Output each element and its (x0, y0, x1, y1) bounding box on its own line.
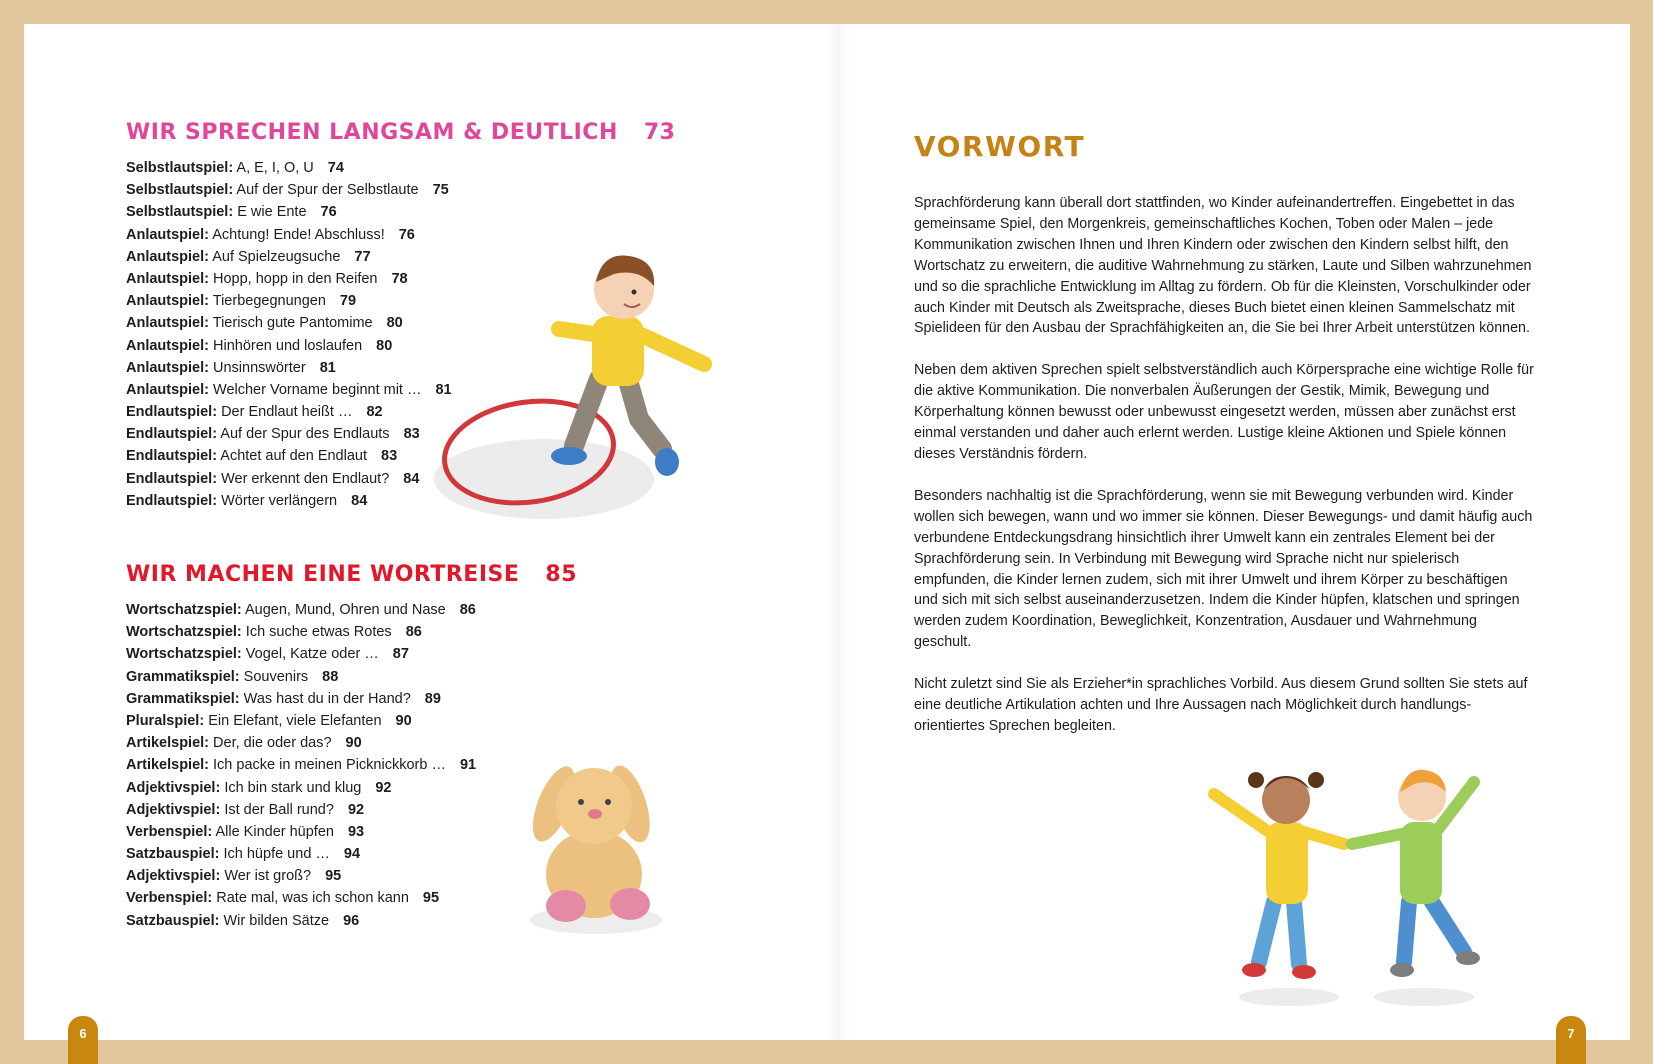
toc-entry-kind: Grammatikspiel: (126, 668, 240, 685)
toc-entry-title: Alle Kinder hüpfen (215, 823, 334, 840)
toc-entry-page: 77 (354, 248, 371, 265)
toc-entry-title: Auf der Spur der Selbstlaute (236, 182, 419, 199)
girl-pigtail-left (1248, 772, 1264, 788)
toc-entry-title: Wer ist groß? (224, 868, 312, 885)
toc-entry-kind: Endlautspiel: (126, 470, 218, 487)
toc-entry-title: Ich packe in meinen Picknickkorb … (213, 757, 446, 774)
toc-entry-title: Rate mal, was ich schon kann (216, 890, 409, 907)
bunny-foot-right (610, 888, 650, 920)
toc-entry-page: 90 (345, 735, 362, 752)
boy-leg-right (629, 384, 662, 449)
hoop-shadow (434, 439, 654, 519)
toc-entry (126, 799, 577, 821)
boy-eye (632, 290, 637, 295)
toc-entry-page: 86 (405, 624, 422, 641)
toc-entry-kind: Anlautspiel: (126, 293, 209, 310)
toc-entry (126, 887, 577, 909)
toc-entry-kind: Endlautspiel: (126, 448, 218, 465)
toc-entry-page: 86 (459, 602, 476, 618)
toc-entry (126, 777, 577, 799)
toc-entry-kind: Anlautspiel: (126, 226, 209, 243)
plush-bunny-illustration (514, 744, 674, 944)
foreword (914, 130, 1534, 758)
boy2-shirt (1400, 822, 1442, 904)
toc-entry-title: Wörter verlängern (221, 492, 338, 509)
bunny-eye-right (605, 799, 611, 805)
toc-entry-kind: Satzbauspiel: (126, 912, 220, 929)
toc-entry-title: Wir bilden Sätze (223, 912, 330, 929)
toc-entry-kind: Anlautspiel: (126, 359, 209, 376)
toc-entry-page: 76 (398, 226, 415, 243)
toc-entry-title: Welcher Vorname beginnt mit … (213, 381, 422, 398)
toc-entry-kind: Adjektivspiel: (126, 868, 221, 885)
toc-entry-title: Tierisch gute Pantomime (212, 315, 373, 332)
toc-entry-title: Hinhören und loslaufen (213, 337, 363, 354)
toc-entry (126, 157, 675, 179)
shadow-boy (1374, 988, 1474, 1006)
book-gutter (828, 24, 850, 1040)
toc-entry-kind: Verbenspiel: (126, 890, 213, 907)
foreword-paragraph: Besonders nachhaltig ist die Sprachförderung, wenn sie mit Bewegung verbunden wird. Kinder wollen sich bewegen, wann und wo immer sie können. Dieser Bewegungs- und damit häufig auch verbundene Entdeckungsdrang hinsichtlich ihrer Umwelt kann ein zentrales Element bei der Sprachförderung sein. In Verbindung mit Bewegung wird Sprache nicht nur spielerisch empfunden, die Kinder lernen zudem, sich mit ihrer Umwelt und ihrem Körper zu beschäftigen und sich mit sich selbst auseinanderzusetzen. Indem die Kinder hüpfen, klatschen und springen werden zudem Koordination, Beweglichkeit, Konzentration, Ausdauer und Wahrnehmung geschult. (914, 487, 1533, 651)
toc-entry-page: 95 (422, 890, 440, 907)
toc-entry (126, 710, 577, 732)
toc-entry-kind: Endlautspiel: (126, 404, 218, 421)
toc-entry-title: E wie Ente (237, 204, 307, 221)
toc-entry (126, 643, 577, 665)
toc-section-page: 85 (545, 562, 578, 587)
boy2-legs (1404, 902, 1464, 962)
toc-entry-page: 95 (325, 868, 342, 885)
toc-entry-kind: Adjektivspiel: (126, 801, 221, 818)
toc-entry-kind: Artikelspiel: (126, 757, 209, 774)
toc-entry-title: Der Endlaut heißt … (221, 404, 353, 421)
toc-entry-page: 84 (351, 492, 368, 509)
boy2-shoe-right (1456, 951, 1480, 965)
toc-entry-title: Ein Elefant, viele Elefanten (208, 712, 382, 729)
toc-entry (126, 599, 577, 621)
boy-shoe-left (551, 447, 587, 465)
girl-shirt (1266, 822, 1308, 904)
toc-entry-title: Achtung! Ende! Abschluss! (212, 226, 385, 243)
toc-entry (126, 821, 577, 843)
bunny-foot-left (546, 890, 586, 922)
toc-entry-kind: Endlautspiel: (126, 492, 218, 509)
toc-entry-kind: Anlautspiel: (126, 270, 209, 287)
toc-entry-title: Auf der Spur des Endlauts (220, 426, 390, 443)
toc-entry-page: 88 (322, 668, 339, 685)
toc-entry-page: 87 (392, 646, 409, 663)
toc-entry-title: Ich suche etwas Rotes (245, 624, 392, 641)
toc-entry (126, 621, 577, 643)
toc-entry-title: A, E, I, O, U (236, 160, 314, 176)
toc-entry-kind: Anlautspiel: (126, 337, 209, 354)
toc-entry-kind: Adjektivspiel: (126, 779, 221, 796)
toc-entry (126, 666, 577, 688)
toc-section-heading (126, 120, 675, 145)
toc-entry-title: Augen, Mund, Ohren und Nase (245, 602, 446, 618)
toc-section-page: 73 (643, 120, 676, 145)
toc-entry-title: Ist der Ball rund? (224, 801, 334, 818)
toc-section-title: WIR SPRECHEN LANGSAM & DEUTLICH (126, 120, 618, 145)
toc-entry-page: 75 (432, 182, 449, 199)
toc-entry-kind: Wortschatzspiel: (126, 602, 242, 618)
bunny-nose (588, 809, 602, 819)
toc-entry-kind: Anlautspiel: (126, 381, 209, 398)
bunny-head (556, 768, 632, 844)
toc-entry-page: 80 (386, 315, 403, 332)
toc-entry-page: 78 (391, 270, 408, 287)
toc-entry-title: Vogel, Katze oder … (245, 646, 379, 663)
shadow-girl (1239, 988, 1339, 1006)
page-number-right: 7 (1556, 1016, 1586, 1064)
toc-entry-kind: Anlautspiel: (126, 315, 209, 332)
toc-entry (126, 179, 675, 201)
toc-entry-page: 92 (347, 801, 365, 818)
toc-entry (126, 910, 577, 932)
toc-entry (126, 843, 577, 865)
girl-legs (1259, 902, 1299, 964)
toc-entry-page: 91 (459, 757, 477, 774)
foreword-paragraph: Nicht zuletzt sind Sie als Erzieher*in sprachliches Vorbild. Aus diesem Grund sollten Sie stets auf eine deutliche Artikulation achten und Ihre Aussagen nach Möglichkeit durch handlungsorientiertes Sprechen begleiten. (914, 676, 1528, 734)
toc-entry-title: Hopp, hopp in den Reifen (213, 270, 378, 287)
toc-entry-page: 84 (403, 470, 420, 487)
toc-entry-kind: Endlautspiel: (126, 426, 218, 443)
toc-entry-kind: Grammatikspiel: (126, 690, 240, 707)
toc-entry-kind: Verbenspiel: (126, 823, 213, 840)
children-jumping-illustration (1174, 752, 1554, 1022)
toc-section-heading (126, 562, 577, 587)
toc-entry-title: Achtet auf den Endlaut (220, 448, 368, 465)
toc-entry-kind: Pluralspiel: (126, 712, 205, 729)
bunny-eye-left (578, 799, 584, 805)
toc-entry-page: 94 (343, 846, 361, 863)
toc-entry-page: 81 (435, 381, 452, 398)
toc-entry-title: Der, die oder das? (213, 735, 332, 752)
toc-entry-title: Souvenirs (243, 668, 309, 685)
toc-entry-title: Auf Spielzeugsuche (212, 248, 341, 265)
toc-entry-page: 96 (343, 912, 360, 929)
toc-entry-kind: Selbstlautspiel: (126, 204, 234, 221)
toc-entry-title: Ich hüpfe und … (223, 846, 330, 863)
boy-arm-left (559, 329, 594, 334)
toc-entry-title: Tierbegegnungen (212, 293, 326, 310)
toc-entry-title: Wer erkennt den Endlaut? (221, 470, 390, 487)
toc-entry-title: Was hast du in der Hand? (243, 690, 411, 707)
boy2-shoe-left (1390, 963, 1414, 977)
foreword-paragraph: Sprachförderung kann überall dort stattfinden, wo Kinder aufeinandertreffen. Eingebettet in das gemeinsame Spiel, den Morgenkreis, gemeinschaftliches Kochen, Toben oder Malen – jede Kommunikation zwischen Ihnen und Ihren Kindern oder zwischen den Kindern selbst hilft, den Wortschatz zu erweitern, die auditive Wahrnehmung zu stärken, Laute und Silben wahrzunehmen und so die sprachliche Entwicklung im Alltag zu fördern. Ob für die Kleinsten, Vorschulkinder oder auch Kinder mit Deutsch als Zweitsprache, dieses Buch bietet einen kleinen Sammelschatz mit Spielideen für den Ausbau der Sprachfähigkeiten an, die Sie bei Ihrer Arbeit unterstützen können. (914, 195, 1532, 337)
toc-entry-page: 81 (319, 359, 336, 376)
foreword-title: VORWORT (914, 130, 1086, 163)
toc-entry-kind: Wortschatzspiel: (126, 646, 242, 663)
toc-entry-page: 89 (424, 690, 441, 707)
toc-entry-kind: Satzbauspiel: (126, 846, 220, 863)
book-spread (24, 24, 1630, 1040)
girl-pigtail-right (1308, 772, 1324, 788)
toc-entry (126, 688, 577, 710)
toc-entry-page: 92 (375, 779, 392, 796)
toc-entry (126, 201, 675, 223)
toc-entry-page: 90 (395, 712, 412, 729)
toc-entry (126, 865, 577, 887)
toc-entry-kind: Anlautspiel: (126, 248, 209, 265)
toc-list (126, 599, 577, 932)
toc-entry-kind: Selbstlautspiel: (126, 160, 234, 176)
toc-entry-kind: Selbstlautspiel: (126, 182, 234, 199)
toc-entry (126, 754, 577, 776)
toc-entry-page: 93 (347, 823, 365, 840)
toc-entry-page: 83 (381, 448, 398, 465)
toc-entry-kind: Wortschatzspiel: (126, 624, 242, 641)
girl-shoe-right (1292, 965, 1316, 979)
toc-entry-title: Unsinnswörter (213, 359, 306, 376)
boy-hoop-illustration (424, 234, 744, 534)
boy-shirt (592, 316, 644, 386)
boy-arm-right (639, 334, 704, 364)
toc-section-word-journey (126, 562, 577, 932)
toc-entry-page: 76 (320, 204, 337, 221)
toc-entry-page: 83 (403, 426, 420, 443)
toc-entry-title: Ich bin stark und klug (224, 779, 362, 796)
page-number-left: 6 (68, 1016, 98, 1064)
toc-entry-page: 82 (366, 404, 383, 421)
boy-leg-left (574, 379, 599, 446)
toc-entry-page: 79 (339, 293, 357, 310)
boy-shoe-right (655, 448, 679, 476)
girl-shoe-left (1242, 963, 1266, 977)
foreword-paragraph: Neben dem aktiven Sprechen spielt selbstverständlich auch Körpersprache eine wichtige Rolle für die aktive Kommunikation. Die nonverbalen Äußerungen der Gestik, Mimik, Bewegung und Körperhaltung können bewusst oder unbewusst eingesetzt werden, müssen aber zunächst erst einmal verstanden und daher auch erlernt werden. Lustige kleine Aktionen und Spiele können dieses Verständnis fördern. (914, 362, 1534, 462)
toc-section-title: WIR MACHEN EINE WORTREISE (126, 562, 520, 587)
toc-entry-page: 74 (327, 160, 344, 176)
toc-entry-page: 80 (376, 337, 393, 354)
toc-entry-kind: Artikelspiel: (126, 735, 209, 752)
toc-entry (126, 732, 577, 754)
